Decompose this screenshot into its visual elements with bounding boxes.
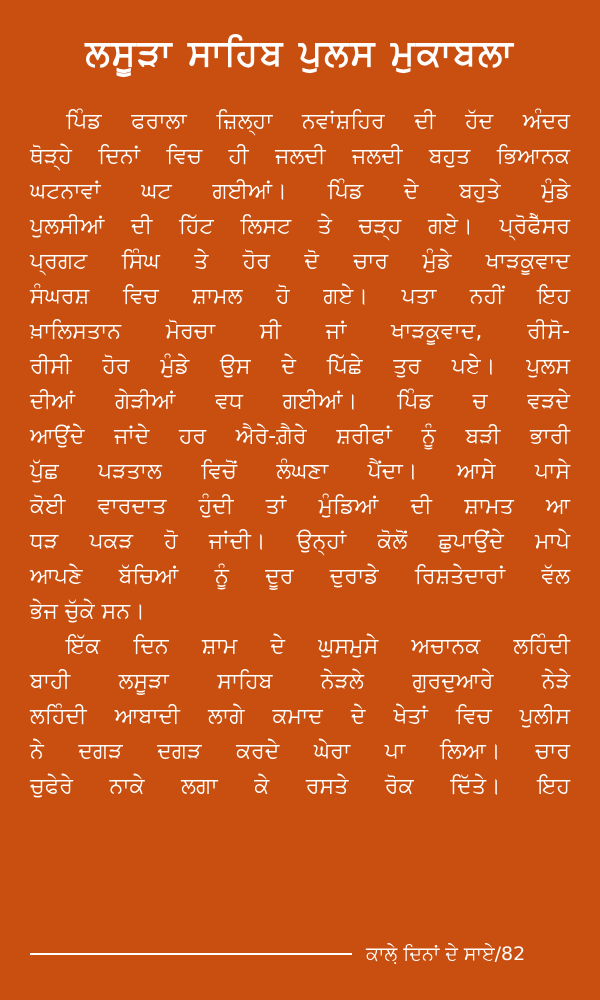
- text-line: ਪੁਲਸੀਆਂ ਦੀ ਹਿੱਟ ਲਿਸਟ ਤੇ ਚੜ੍ਹ ਗਏ। ਪ੍ਰੋਫੈੱਸਰ: [30, 214, 570, 239]
- running-footer: ਕਾਲੇ਼ ਦਿਨਾਂ ਦੇ ਸਾਏ/82: [366, 943, 526, 965]
- text-line: ਸੰਘਰਸ਼ ਵਿਚ ਸ਼ਾਮਲ ਹੋ ਗਏ। ਪਤਾ ਨਹੀਂ ਇਹ: [30, 284, 570, 309]
- text-line: ਆਉਂਦੇ ਜਾਂਦੇ ਹਰ ਐਰੇ-ਗ਼ੈਰੇ ਸ਼ਰੀਫਾਂ ਨੂੰ ਬੜੀ ਭਾਰੀ: [30, 424, 570, 449]
- text-line: ਲਹਿੰਦੀ ਆਬਾਦੀ ਲਾਗੇ ਕਮਾਦ ਦੇ ਖੇਤਾਂ ਵਿਚ ਪੁਲੀਸ: [30, 704, 570, 729]
- footer-rule: [30, 953, 352, 955]
- text-line: ਥੋੜ੍ਹੇ ਦਿਨਾਂ ਵਿਚ ਹੀ ਜਲਦੀ ਜਲਦੀ ਬਹੁਤ ਭਿਆਨਕ: [30, 144, 570, 169]
- text-line: ਦੀਆਂ ਗੇੜੀਆਂ ਵਧ ਗਈਆਂ। ਪਿੰਡ ਚ ਵੜਦੇ: [30, 389, 570, 414]
- text-line: ਨੇ ਦਗੜ ਦਗੜ ਕਰਦੇ ਘੇਰਾ ਪਾ ਲਿਆ। ਚਾਰ: [30, 739, 570, 764]
- text-line: ਬਾਹੀ ਲਸੂੜਾ ਸਾਹਿਬ ਨੇੜਲੇ ਗੁਰਦੁਆਰੇ ਨੇੜੇ: [30, 669, 570, 694]
- text-line: ਪੁੱਛ ਪੜਤਾਲ ਵਿਚੋਂ ਲੰਘਣਾ ਪੈਂਦਾ। ਆਸੇ ਪਾਸੇ: [30, 459, 570, 484]
- text-line: ਘਟਨਾਵਾਂ ਘਟ ਗਈਆਂ। ਪਿੰਡ ਦੇ ਬਹੁਤੇ ਮੁੰਡੇ: [30, 179, 570, 204]
- text-line: ਕੋਈ ਵਾਰਦਾਤ ਹੁੰਦੀ ਤਾਂ ਮੁੰਡਿਆਂ ਦੀ ਸ਼ਾਮਤ ਆ: [30, 494, 570, 519]
- text-line: ਇੱਕ ਦਿਨ ਸ਼ਾਮ ਦੇ ਘੁਸਮੁਸੇ ਅਚਾਨਕ ਲਹਿੰਦੀ: [66, 634, 570, 659]
- chapter-title: ਲਸੂੜਾ ਸਾਹਿਬ ਪੁਲਸ ਮੁਕਾਬਲਾ: [85, 33, 515, 74]
- page-footer: [30, 936, 570, 972]
- text-line: ਰੀਸੀ ਹੋਰ ਮੁੰਡੇ ਉਸ ਦੇ ਪਿੱਛੇ ਤੁਰ ਪਏ। ਪੁਲਸ: [30, 354, 570, 379]
- text-line: ਭੇਜ ਚੁੱਕੇ ਸਨ।: [30, 599, 145, 624]
- text-line: ਚੁਫੇਰੇ ਨਾਕੇ ਲਗਾ ਕੇ ਰਸਤੇ ਰੋਕ ਦਿੱਤੇ। ਇਹ: [30, 774, 570, 799]
- text-line: ਧੜ ਪਕੜ ਹੋ ਜਾਂਦੀ। ਉਨ੍ਹਾਂ ਕੋਲੋਂ ਛੁਪਾਉਂਦੇ ਮਾਪੇ: [30, 529, 570, 554]
- text-line: ਪ੍ਰਗਟ ਸਿੰਘ ਤੇ ਹੋਰ ਦੋ ਚਾਰ ਮੁੰਡੇ ਖਾੜਕੂਵਾਦ: [30, 249, 570, 274]
- paragraph-2: [30, 629, 570, 804]
- paragraph-1: [30, 104, 570, 629]
- text-line: ਖ਼ਾਲਿਸਤਾਨ ਮੋਰਚਾ ਸੀ ਜਾਂ ਖਾੜਕੂਵਾਦ, ਰੀਸੋ-: [30, 319, 570, 344]
- text-line: ਆਪਣੇ ਬੱਚਿਆਂ ਨੂੰ ਦੂਰ ਦੁਰਾਡੇ ਰਿਸ਼ਤੇਦਾਰਾਂ ਵੱਲ: [30, 564, 570, 589]
- text-line: ਪਿੰਡ ਫਰਾਲਾ ਜ਼ਿਲ੍ਹਾ ਨਵਾਂਸ਼ਹਿਰ ਦੀ ਹੱਦ ਅੰਦਰ: [66, 109, 570, 134]
